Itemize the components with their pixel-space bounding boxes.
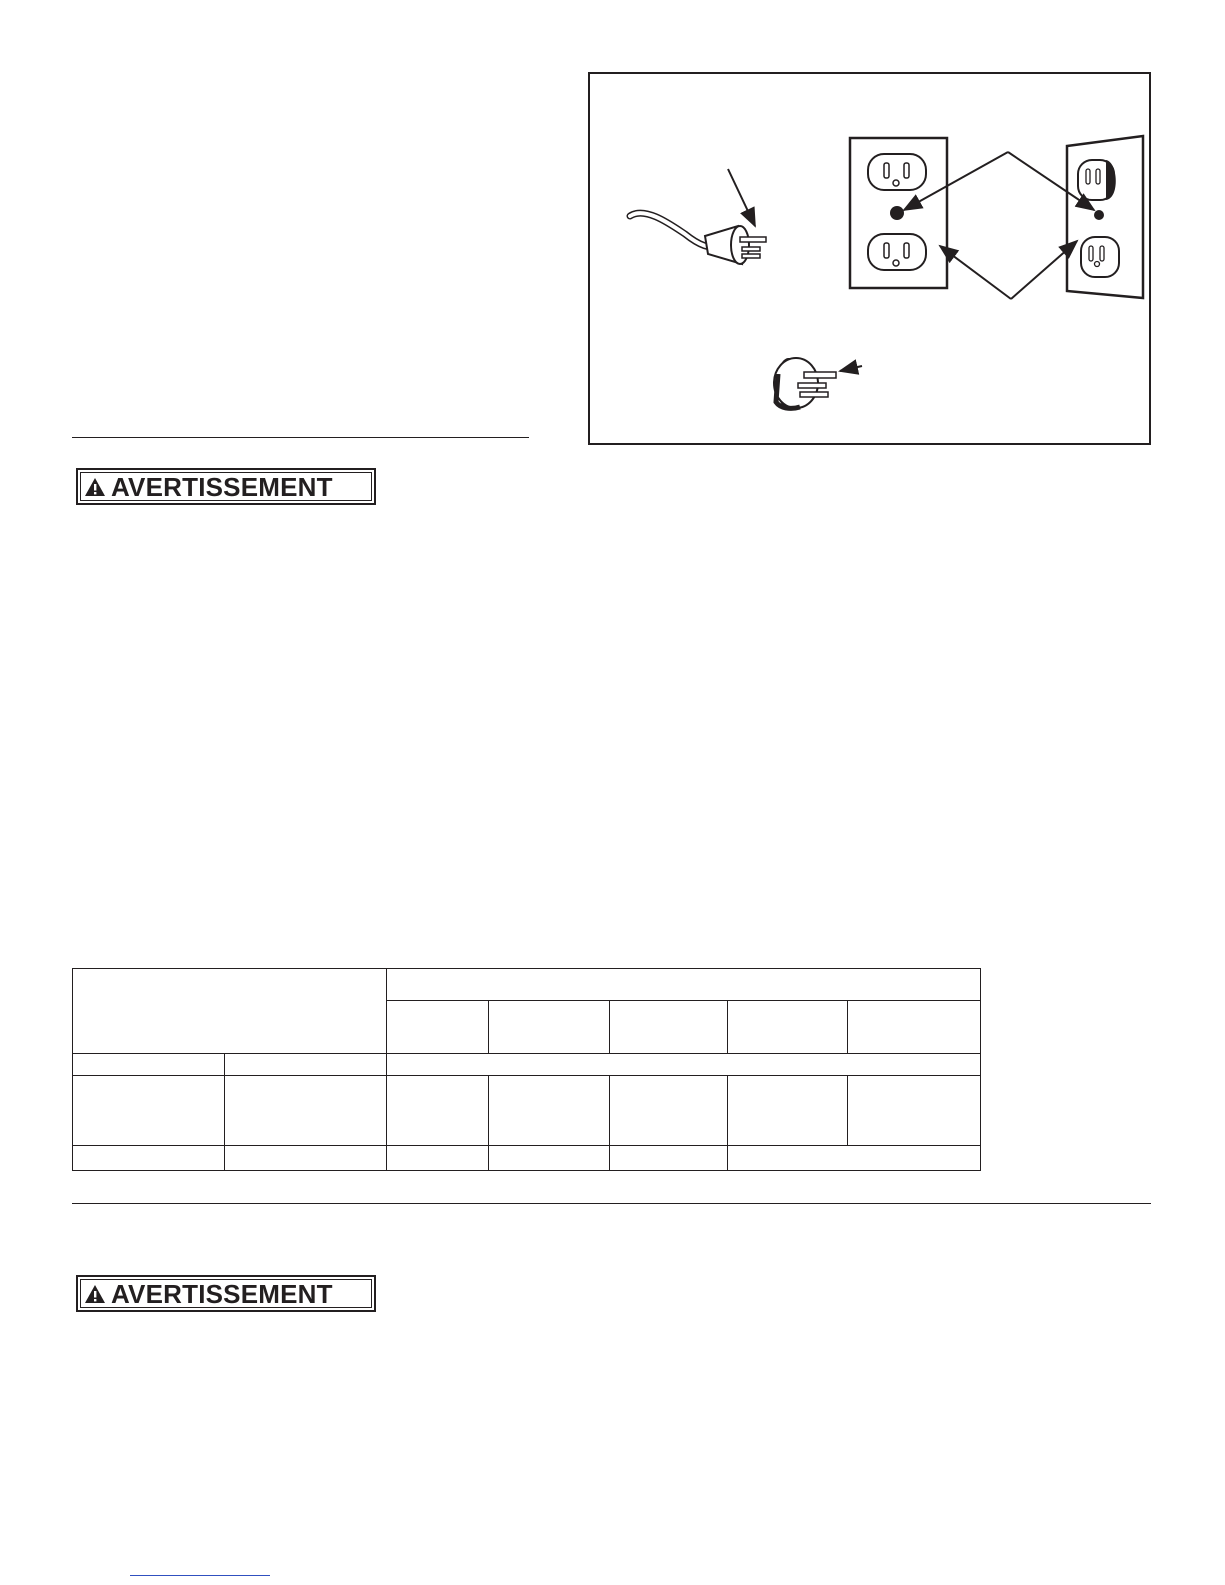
section-divider-top	[72, 437, 529, 438]
grounding-figure	[588, 72, 1151, 445]
table-cell	[609, 1146, 727, 1171]
warning-label-text: AVERTISSEMENT	[111, 471, 333, 502]
table-cell	[73, 1146, 225, 1171]
table-cell	[387, 1001, 489, 1054]
table-cell	[727, 1076, 847, 1146]
table-cell	[73, 1076, 225, 1146]
table-cell	[609, 1076, 727, 1146]
grounding-illustration	[590, 74, 1148, 442]
extension-cord-table	[72, 968, 981, 1171]
section-divider-bottom	[72, 1203, 1151, 1204]
table-cell	[489, 1146, 609, 1171]
table-row	[73, 1054, 981, 1076]
warning-label-1	[76, 468, 376, 505]
table-cell	[387, 969, 981, 1001]
warning-label-2	[76, 1275, 376, 1312]
table-cell	[489, 1076, 609, 1146]
warning-triangle-icon	[84, 477, 106, 497]
table-cell	[225, 1076, 387, 1146]
table-cell	[225, 1054, 387, 1076]
table-cell	[847, 1076, 980, 1146]
table-cell	[847, 1001, 980, 1054]
warning-label-text: AVERTISSEMENT	[111, 1278, 333, 1309]
table-cell	[727, 1146, 980, 1171]
table-cell	[387, 1146, 489, 1171]
table-cell	[73, 969, 387, 1054]
table-cell	[727, 1001, 847, 1054]
duplex-outlet-icon	[850, 138, 947, 288]
power-cord-plug-icon	[630, 213, 766, 264]
table-cell	[387, 1076, 489, 1146]
table-cell	[225, 1146, 387, 1171]
footer-link-underline[interactable]	[130, 1575, 270, 1576]
table-cell	[387, 1054, 981, 1076]
three-prong-plug-icon	[774, 358, 836, 408]
table-cell	[489, 1001, 609, 1054]
table-row	[73, 1076, 981, 1146]
table-row	[73, 1146, 981, 1171]
table-cell	[73, 1054, 225, 1076]
warning-triangle-icon	[84, 1284, 106, 1304]
table-row	[73, 969, 981, 1001]
wall-outlet-icon	[1067, 136, 1143, 298]
table-cell	[609, 1001, 727, 1054]
